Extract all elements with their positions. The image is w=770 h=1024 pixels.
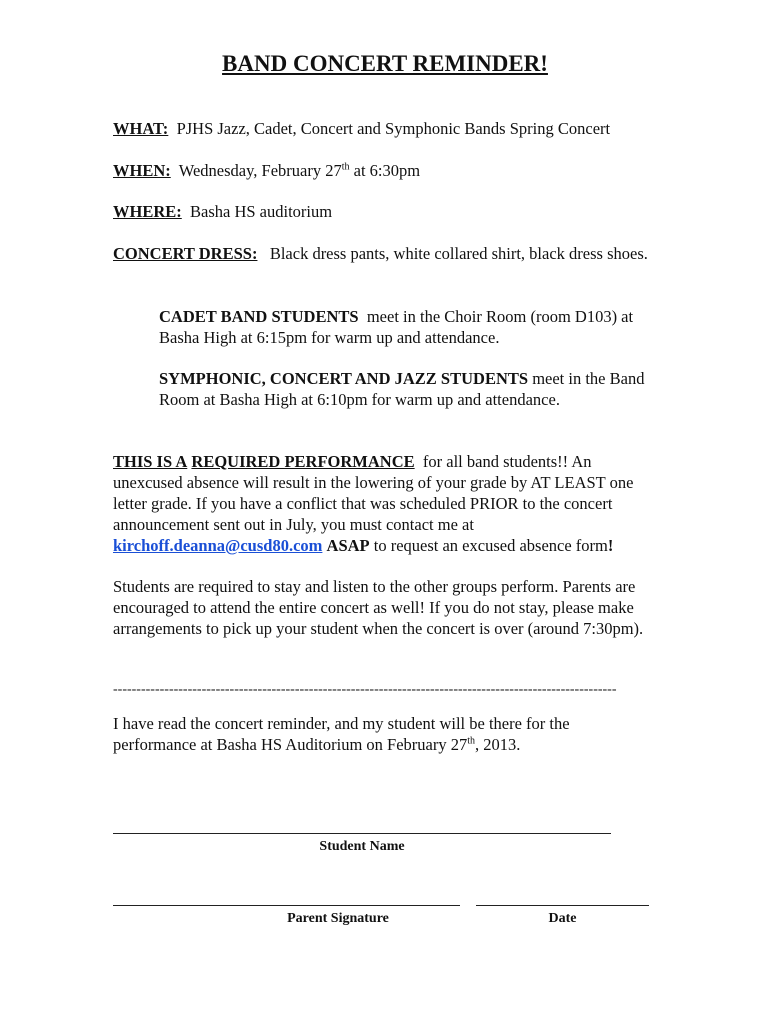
dress-label: CONCERT DRESS:	[113, 244, 258, 263]
required-notice	[113, 451, 653, 556]
where-label: WHERE:	[113, 202, 182, 221]
required-heading-b: REQUIRED PERFORMANCE	[191, 452, 415, 471]
symphonic-text: meet in the Band Room at Basha High at 6:10pm for warm up and attendance.	[159, 369, 645, 409]
cadet-text: meet in the Choir Room (room D103) at Basha High at 6:15pm for warm up and attendance.	[159, 307, 634, 347]
required-text-end: to request an excused absence form	[373, 536, 608, 555]
symphonic-instructions	[159, 368, 664, 410]
acknowledgement-date-suffix: th	[467, 735, 475, 747]
when-text: Wednesday, February 27	[178, 161, 342, 180]
date-line[interactable]	[476, 905, 649, 906]
required-text: for all band students!! An unexcused absence will result in the lowering of your grade by AT LEAST one letter grade. If you have a conflict that was scheduled PRIOR to the concert announcement sent out in July, you must contact me at	[113, 452, 634, 534]
page-title: BAND CONCERT REMINDER!	[222, 51, 548, 76]
cadet-instructions	[159, 306, 664, 348]
stay-notice	[113, 576, 659, 639]
acknowledgement-year: , 2013.	[475, 735, 521, 754]
acknowledgement	[113, 713, 643, 755]
what-label: WHAT:	[113, 119, 169, 138]
required-exclamation: !	[607, 536, 614, 555]
where-text: Basha HS auditorium	[190, 202, 333, 221]
stay-text: Students are required to stay and listen to the other groups perform. Parents are encouraged to attend the entire concert as well! If you do not stay, please make arrangements to pick up your student when the concert is over (around 7:30pm).	[113, 577, 644, 638]
when-line	[113, 160, 661, 181]
what-text: PJHS Jazz, Cadet, Concert and Symphonic Bands Spring Concert	[176, 119, 611, 138]
when-label: WHEN:	[113, 161, 171, 180]
student-name-line[interactable]	[113, 833, 611, 834]
acknowledgement-text: I have read the concert reminder, and my student will be there for the performance at Basha HS Auditorium on February 27	[113, 714, 570, 754]
symphonic-heading: SYMPHONIC, CONCERT AND JAZZ STUDENTS	[159, 369, 529, 388]
when-date-suffix: th	[341, 161, 350, 173]
cadet-heading: CADET BAND STUDENTS	[159, 307, 359, 326]
when-time: at 6:30pm	[349, 161, 421, 180]
required-heading-a: THIS IS A	[113, 452, 188, 471]
what-line	[113, 118, 661, 139]
parent-signature-label: Parent Signature	[287, 911, 389, 926]
dress-text: Black dress pants, white collared shirt, black dress shoes.	[269, 244, 648, 263]
asap-text: ASAP	[326, 536, 370, 555]
where-line	[113, 201, 661, 222]
date-label: Date	[548, 911, 577, 926]
parent-signature-line[interactable]	[113, 905, 460, 906]
dress-line	[113, 243, 661, 264]
tear-off-divider: ------------------------------------------------------------------------------------------------------------	[113, 682, 617, 697]
contact-email-link[interactable]: kirchoff.deanna@cusd80.com	[113, 536, 323, 555]
student-name-label: Student Name	[319, 839, 405, 854]
